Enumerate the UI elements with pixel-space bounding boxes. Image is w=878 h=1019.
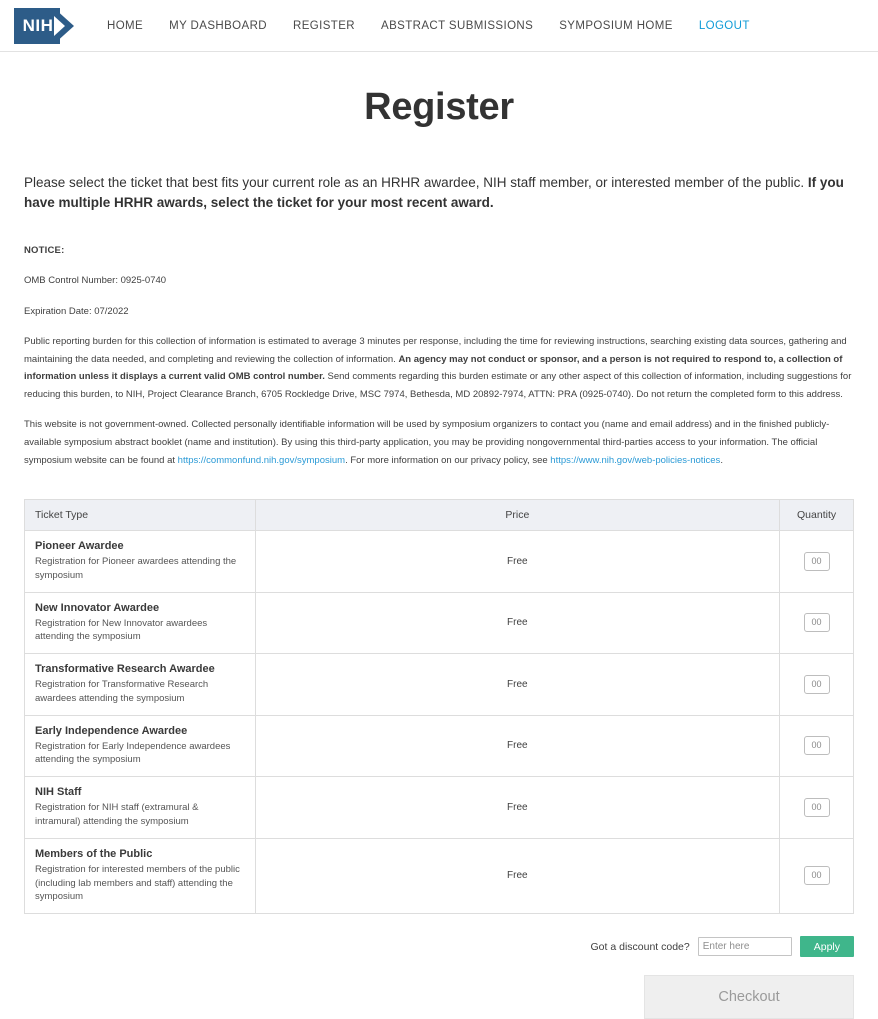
table-row bbox=[25, 531, 854, 593]
table-row bbox=[25, 715, 854, 777]
ticket-quantity-cell bbox=[780, 531, 854, 593]
table-row bbox=[25, 654, 854, 716]
intro-paragraph bbox=[24, 173, 854, 214]
notice-burden-bold: An agency may not conduct or sponsor, and a person is not required to respond to, a collection of information unless it displays a current valid OMB control number. bbox=[24, 353, 843, 383]
ticket-price: Free bbox=[255, 531, 780, 593]
top-navbar bbox=[0, 0, 878, 52]
notice-burden-part1: Public reporting burden for this collection of information is estimated to average 3 minutes per response, including the time for reviewing instructions, searching existing data sources, gathering and maintaining the data needed, and completing and reviewing the collection of information. bbox=[24, 336, 847, 365]
ticket-description: Registration for Early Independence awardees attending the symposium bbox=[35, 740, 231, 766]
ticket-price: Free bbox=[255, 654, 780, 716]
quantity-stepper[interactable]: 00 bbox=[804, 736, 830, 755]
ticket-name: New Innovator Awardee bbox=[35, 601, 160, 614]
header-ticket-type: Ticket Type bbox=[25, 500, 256, 531]
ticket-name: Pioneer Awardee bbox=[35, 540, 124, 553]
notice-privacy-part1: This website is not government-owned. Collected personally identifiable information will be used by symposium organizers to contact you (name and email address) and in the finished publicly-available symposium abstract booklet (name and institution). By using this third-party application, you may be providing nongovernmental third-parties access to your information. The official symposium website can be found at bbox=[24, 419, 830, 466]
ticket-quantity-cell bbox=[780, 654, 854, 716]
ticket-type-cell bbox=[25, 838, 256, 913]
ticket-description: Registration for Transformative Research awardees attending the symposium bbox=[35, 679, 209, 704]
discount-code-label: Got a discount code? bbox=[590, 940, 690, 953]
table-row bbox=[25, 838, 854, 913]
notice-label: NOTICE: bbox=[24, 244, 65, 256]
ticket-table-body bbox=[25, 531, 854, 914]
ticket-quantity-cell bbox=[780, 777, 854, 839]
page-title: Register bbox=[364, 86, 514, 128]
ticket-price: Free bbox=[255, 838, 780, 913]
ticket-type-cell bbox=[25, 654, 256, 716]
ticket-price: Free bbox=[255, 777, 780, 839]
discount-code-row bbox=[24, 936, 854, 957]
notice-burden-paragraph bbox=[24, 333, 854, 403]
ticket-type-cell bbox=[25, 531, 256, 593]
notice-privacy-paragraph bbox=[24, 416, 854, 469]
ticket-table bbox=[24, 499, 854, 914]
intro-text-bold: If you have multiple HRHR awards, select the ticket for your most recent award. bbox=[24, 175, 844, 211]
ticket-description: Registration for NIH staff (extramural & intramural) attending the symposium bbox=[35, 802, 199, 828]
checkout-button[interactable]: Checkout bbox=[644, 975, 854, 1019]
ticket-type-cell bbox=[25, 592, 256, 654]
apply-discount-button[interactable]: Apply bbox=[800, 936, 854, 957]
ticket-quantity-cell bbox=[780, 715, 854, 777]
nav-links bbox=[94, 14, 763, 38]
nav-register[interactable]: REGISTER bbox=[293, 19, 355, 32]
notice-privacy-part2: . For more information on our privacy policy, see bbox=[345, 454, 551, 466]
nav-abstract-submissions[interactable]: ABSTRACT SUBMISSIONS bbox=[381, 19, 534, 32]
ticket-name: Transformative Research Awardee bbox=[35, 663, 215, 676]
quantity-stepper[interactable]: 00 bbox=[804, 798, 830, 817]
nav-my-dashboard[interactable]: MY DASHBOARD bbox=[169, 19, 267, 32]
quantity-stepper[interactable]: 00 bbox=[804, 613, 830, 632]
ticket-description: Registration for interested members of the public (including lab members and staff) attending the symposium bbox=[35, 863, 240, 903]
privacy-policy-link[interactable]: https://www.nih.gov/web-policies-notices bbox=[550, 454, 721, 466]
ticket-description: Registration for New Innovator awardees attending the symposium bbox=[35, 617, 208, 643]
ticket-table-head bbox=[25, 500, 854, 531]
ticket-description: Registration for Pioneer awardees attending the symposium bbox=[35, 556, 237, 581]
notice-expiration-date: Expiration Date: 07/2022 bbox=[24, 305, 129, 317]
ticket-type-cell bbox=[25, 715, 256, 777]
nih-logo-arrow-notch bbox=[54, 16, 65, 36]
nav-logout[interactable]: LOGOUT bbox=[698, 19, 750, 32]
header-price: Price bbox=[255, 500, 780, 531]
notice-privacy-part3: . bbox=[720, 454, 723, 466]
header-quantity: Quantity bbox=[780, 500, 854, 531]
quantity-stepper[interactable]: 00 bbox=[804, 866, 830, 885]
checkout-row bbox=[24, 975, 854, 1019]
symposium-website-link[interactable]: https://commonfund.nih.gov/symposium bbox=[177, 454, 346, 466]
nih-logo-text: NIH bbox=[22, 15, 54, 35]
ticket-price: Free bbox=[255, 592, 780, 654]
ticket-type-cell bbox=[25, 777, 256, 839]
notice-section bbox=[24, 242, 854, 470]
notice-burden-part2: Send comments regarding this burden estimate or any other aspect of this collection of information, including suggestions for reducing this burden, to NIH, Project Clearance Branch, 6705 Rockledge Drive, MSC 7974, Bethesda, MD 20892-7974, ATTN: PRA (0925-0740). Do not return the completed form to this address. bbox=[24, 371, 852, 400]
notice-label-row bbox=[24, 242, 854, 260]
nav-symposium-home[interactable]: SYMPOSIUM HOME bbox=[559, 19, 673, 32]
ticket-name: NIH Staff bbox=[35, 786, 82, 799]
quantity-stepper[interactable]: 00 bbox=[804, 552, 830, 571]
table-row bbox=[25, 777, 854, 839]
table-header-row bbox=[25, 500, 854, 531]
main-content bbox=[0, 86, 878, 1019]
table-row bbox=[25, 592, 854, 654]
notice-omb-control: OMB Control Number: 0925-0740 bbox=[24, 275, 167, 287]
intro-text-plain: Please select the ticket that best fits your current role as an HRHR awardee, NIH staff member, or interested member of the public. bbox=[24, 175, 808, 190]
ticket-quantity-cell bbox=[780, 838, 854, 913]
quantity-stepper[interactable]: 00 bbox=[804, 675, 830, 694]
ticket-quantity-cell bbox=[780, 592, 854, 654]
ticket-name: Members of the Public bbox=[35, 847, 153, 860]
discount-code-input[interactable] bbox=[698, 937, 792, 956]
nih-logo[interactable] bbox=[14, 8, 76, 44]
ticket-price: Free bbox=[255, 715, 780, 777]
ticket-name: Early Independence Awardee bbox=[35, 724, 188, 737]
nav-home[interactable]: HOME bbox=[107, 19, 144, 32]
